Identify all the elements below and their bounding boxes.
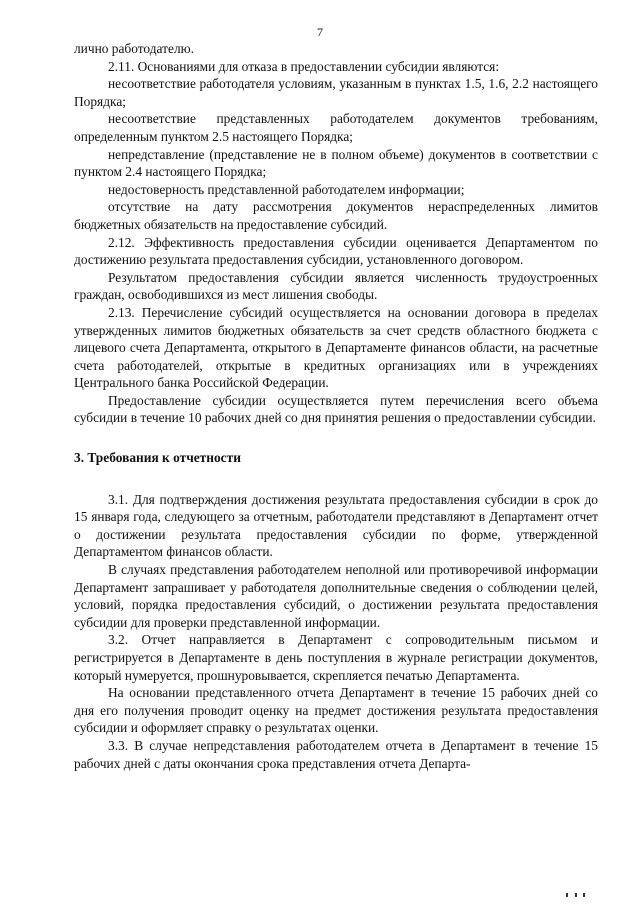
- document-body: [74, 40, 598, 772]
- paragraph: отсутствие на дату рассмотрения документов нераспределенных лимитов бюджетных обязательств на предоставление субсидий.: [74, 199, 598, 232]
- paragraph: непредставление (представление не в полном объеме) документов в соответствии с пунктом 2.4 настоящего Порядка;: [74, 146, 598, 180]
- paragraph: лично работодателю.: [74, 41, 194, 56]
- paragraph: 2.12. Эффективность предоставления субсидии оценивается Департаментом по достижению результата предоставления субсидии, установленного договором.: [74, 234, 598, 268]
- paragraph: недостоверность представленной работодателем информации;: [108, 181, 465, 197]
- paragraph: 2.11. Основаниями для отказа в предоставлении субсидии являются:: [108, 58, 500, 74]
- section-heading: 3. Требования к отчетности: [74, 450, 241, 466]
- page-number: 7: [317, 25, 323, 39]
- paragraph: Предоставление субсидии осуществляется путем перечисления всего объема субсидии в течение 10 рабочих дней со дня принятия решения о предоставлении субсидии.: [74, 392, 598, 426]
- paragraph: В случаях представления работодателем неполной или противоречивой информации Департамент запрашивает у работодателя дополнительные сведения о соблюдении целей, условий, порядка предоставления субсидий, о достижении результата предоставления субсидии для проверки представленной информации.: [74, 562, 598, 630]
- paragraph: несоответствие работодателя условиям, указанным в пунктах 1.5, 1.6, 2.2 настоящего Порядка;: [74, 76, 598, 109]
- paragraph: 3.1. Для подтверждения достижения результата предоставления субсидии в срок до 15 января года, следующего за отчетным, работодатели представляют в Департамент отчет о достижении результата предоставления субсидии по форме, утвержденной Департаментом финансов области.: [74, 491, 598, 560]
- paragraph: На основании представленного отчета Департамент в течение 15 рабочих дней со дня его получения проводит оценку на предмет достижения результата предоставления субсидии и оформляет справку о результатах оценки.: [74, 685, 598, 736]
- paragraph: 2.13. Перечисление субсидий осуществляется на основании договора в пределах утвержденных лимитов бюджетных обязательств за счет средств областного бюджета с лицевого счета Департамента, открытого в Департаменте финансов области, на расчетные счета работодателей, открытые в кредитных организациях или в учреждениях Центрального банка Российской Федерации.: [74, 304, 598, 391]
- scan-mark: [566, 893, 586, 899]
- paragraph: 3.3. В случае непредставления работодателем отчета в Департамент в течение 15 рабочих дней с даты окончания срока представления отчета Департа-: [74, 737, 598, 771]
- paragraph: 3.2. Отчет направляется в Департамент с сопроводительным письмом и регистрируется в Департаменте в день поступления в журнале регистрации документов, который нумеруется, прошнуровывается, скрепляется печатью Департамента.: [74, 632, 598, 683]
- paragraph: несоответствие представленных работодателем документов требованиям, определенным пунктом 2.5 настоящего Порядка;: [74, 111, 598, 144]
- paragraph: Результатом предоставления субсидии является численность трудоустроенных граждан, освободившихся из мест лишения свободы.: [74, 269, 598, 303]
